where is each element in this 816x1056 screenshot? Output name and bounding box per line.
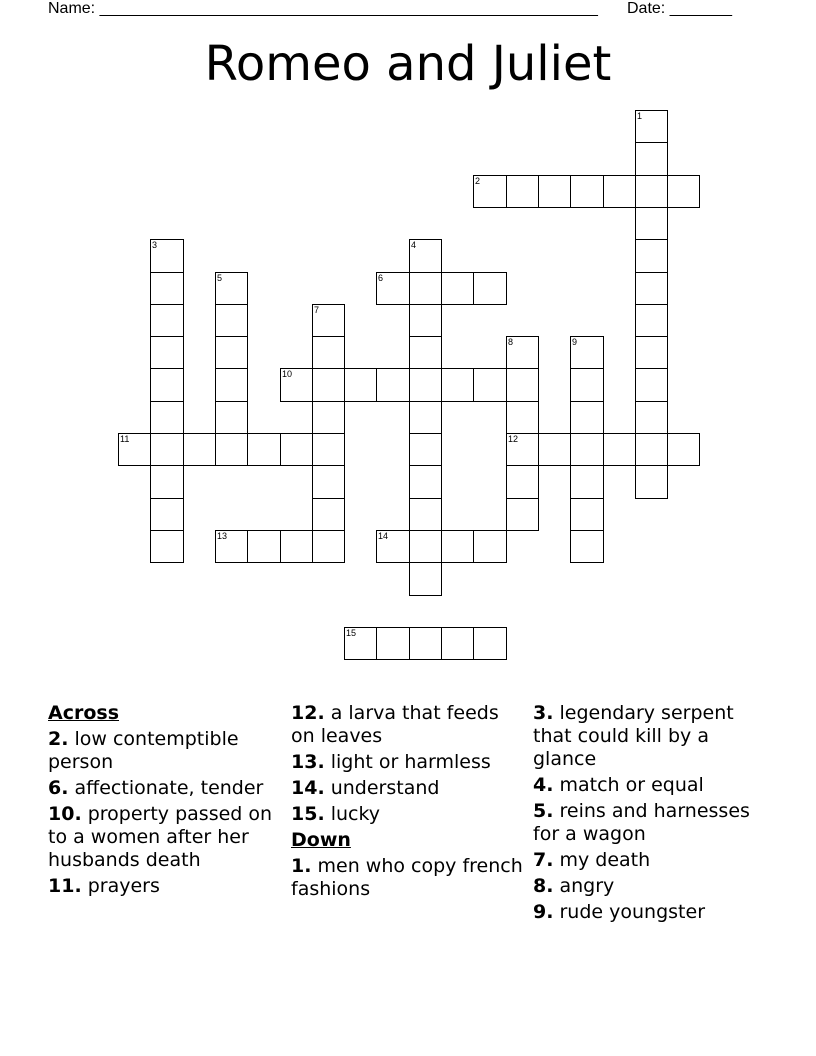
clue-number: 11. [48, 875, 82, 897]
cell-number: 7 [314, 305, 320, 315]
grid-cell[interactable] [150, 304, 184, 337]
grid-cell[interactable] [312, 433, 345, 466]
grid-cell[interactable] [635, 239, 668, 273]
grid-cell[interactable] [570, 368, 604, 402]
grid-cell[interactable] [215, 272, 248, 305]
grid-cell[interactable] [570, 498, 604, 531]
clue-across-2 [48, 728, 273, 774]
grid-cell[interactable] [473, 272, 507, 305]
grid-cell[interactable] [215, 530, 248, 563]
cell-number: 5 [217, 273, 223, 283]
cell-number: 10 [282, 369, 293, 379]
grid-cell[interactable] [603, 433, 636, 466]
grid-cell[interactable] [409, 562, 442, 596]
grid-cell[interactable] [312, 498, 345, 531]
date-field-label: Date: _______ [627, 0, 732, 17]
grid-cell[interactable] [506, 433, 539, 466]
clue-across-6 [48, 777, 273, 800]
clue-across-14 [291, 777, 523, 800]
cell-number: 11 [120, 434, 130, 444]
clue-number: 2. [48, 728, 69, 750]
clue-number: 14. [291, 777, 325, 799]
grid-cell[interactable] [150, 368, 184, 402]
clue-text: legendary serpent that could kill by a glance [533, 702, 734, 770]
clue-across-13 [291, 751, 523, 774]
grid-cell[interactable] [312, 304, 345, 337]
grid-cell[interactable] [150, 401, 184, 434]
grid-cell[interactable] [150, 239, 184, 273]
grid-cell[interactable] [473, 175, 507, 208]
clue-number: 9. [533, 901, 554, 923]
clues-column-2 [291, 702, 523, 904]
clue-number: 1. [291, 855, 312, 877]
grid-cell[interactable] [118, 433, 151, 466]
grid-cell[interactable] [635, 368, 668, 402]
grid-cell[interactable] [570, 530, 604, 563]
cell-number: 15 [346, 628, 357, 638]
grid-cell[interactable] [409, 239, 442, 273]
grid-cell[interactable] [538, 175, 571, 208]
grid-cell[interactable] [215, 336, 248, 369]
clue-text: property passed on to a women after her husbands death [48, 803, 273, 871]
clues-column-3 [533, 702, 773, 927]
grid-cell[interactable] [635, 207, 668, 240]
page-title: Romeo and Juliet [204, 36, 612, 92]
grid-cell[interactable] [150, 433, 184, 466]
grid-cell[interactable] [441, 272, 474, 305]
grid-cell[interactable] [376, 272, 410, 305]
grid-cell[interactable] [150, 465, 184, 499]
cell-number: 13 [217, 531, 228, 541]
grid-cell[interactable] [409, 336, 442, 369]
cell-number: 8 [508, 337, 514, 347]
clue-number: 7. [533, 849, 554, 871]
clue-down-4 [533, 774, 773, 797]
clue-down-7 [533, 849, 773, 872]
grid-cell[interactable] [312, 530, 345, 563]
grid-cell[interactable] [441, 368, 474, 402]
clue-text: affectionate, tender [74, 777, 264, 799]
grid-cell[interactable] [473, 368, 507, 402]
clue-across-15 [291, 803, 523, 826]
clue-number: 10. [48, 803, 82, 825]
grid-cell[interactable] [506, 175, 539, 208]
clue-down-5 [533, 800, 773, 846]
clue-across-10 [48, 803, 273, 872]
grid-cell[interactable] [473, 530, 507, 563]
grid-cell[interactable] [409, 498, 442, 531]
grid-cell[interactable] [409, 627, 442, 660]
grid-cell[interactable] [150, 272, 184, 305]
grid-cell[interactable] [635, 304, 668, 337]
cell-number: 12 [508, 434, 519, 444]
grid-cell[interactable] [247, 530, 281, 563]
grid-cell[interactable] [247, 433, 281, 466]
clue-down-3 [533, 702, 773, 771]
cell-number: 14 [378, 531, 389, 541]
grid-cell[interactable] [635, 110, 668, 143]
grid-cell[interactable] [215, 401, 248, 434]
grid-cell[interactable] [538, 433, 571, 466]
down-heading: Down [291, 829, 351, 851]
grid-cell[interactable] [635, 272, 668, 305]
grid-cell[interactable] [570, 175, 604, 208]
grid-cell[interactable] [635, 142, 668, 176]
grid-cell[interactable] [409, 465, 442, 499]
clue-text: prayers [87, 875, 160, 897]
grid-cell[interactable] [635, 336, 668, 369]
clue-text: lucky [330, 803, 381, 825]
grid-cell[interactable] [506, 401, 539, 434]
grid-cell[interactable] [506, 465, 539, 499]
clue-text: reins and harnesses for a wagon [533, 800, 750, 845]
clue-text: angry [559, 875, 615, 897]
cell-number: 9 [572, 337, 578, 347]
grid-cell[interactable] [409, 272, 442, 305]
clue-across-11 [48, 875, 273, 898]
grid-cell[interactable] [570, 336, 604, 369]
grid-cell[interactable] [506, 368, 539, 402]
grid-cell[interactable] [667, 433, 700, 466]
grid-cell[interactable] [150, 336, 184, 369]
grid-cell[interactable] [280, 530, 313, 563]
clue-number: 4. [533, 774, 554, 796]
grid-cell[interactable] [667, 175, 700, 208]
clue-text: a larva that feeds on leaves [291, 702, 499, 747]
cell-number: 6 [378, 273, 384, 283]
grid-cell[interactable] [473, 627, 507, 660]
grid-cell[interactable] [376, 368, 410, 402]
grid-cell[interactable] [635, 401, 668, 434]
grid-cell[interactable] [344, 368, 377, 402]
grid-cell[interactable] [312, 401, 345, 434]
clue-across-12 [291, 702, 523, 748]
clue-down-8 [533, 875, 773, 898]
clue-text: my death [559, 849, 651, 871]
grid-cell[interactable] [312, 368, 345, 402]
grid-cell[interactable] [280, 433, 313, 466]
grid-cell[interactable] [312, 336, 345, 369]
clue-number: 13. [291, 751, 325, 773]
grid-cell[interactable] [570, 465, 604, 499]
grid-cell[interactable] [183, 433, 216, 466]
grid-cell[interactable] [409, 530, 442, 563]
grid-cell[interactable] [312, 465, 345, 499]
grid-cell[interactable] [603, 175, 636, 208]
grid-cell[interactable] [215, 433, 248, 466]
grid-cell[interactable] [409, 304, 442, 337]
name-field-label: Name: ________________________________________________________ [48, 0, 598, 17]
clue-number: 3. [533, 702, 554, 724]
grid-cell[interactable] [635, 465, 668, 499]
clue-text: understand [330, 777, 440, 799]
grid-cell[interactable] [376, 627, 410, 660]
grid-cell[interactable] [280, 368, 313, 402]
clue-number: 5. [533, 800, 554, 822]
clue-text: rude youngster [559, 901, 706, 923]
cell-number: 3 [152, 240, 158, 250]
grid-cell[interactable] [570, 401, 604, 434]
grid-cell[interactable] [409, 401, 442, 434]
grid-cell[interactable] [635, 433, 668, 466]
grid-cell[interactable] [150, 498, 184, 531]
clue-number: 8. [533, 875, 554, 897]
grid-cell[interactable] [570, 433, 604, 466]
grid-cell[interactable] [409, 368, 442, 402]
grid-cell[interactable] [506, 498, 539, 531]
cell-number: 2 [475, 176, 481, 186]
clue-down-1 [291, 855, 523, 901]
clue-text: men who copy french fashions [291, 855, 523, 900]
clue-text: match or equal [559, 774, 704, 796]
clue-down-9 [533, 901, 773, 924]
grid-cell[interactable] [506, 336, 539, 369]
clue-number: 15. [291, 803, 325, 825]
cell-number: 1 [637, 111, 643, 121]
grid-cell[interactable] [376, 530, 410, 563]
grid-cell[interactable] [441, 627, 474, 660]
clues-column-1 [48, 702, 273, 901]
across-heading: Across [48, 702, 120, 724]
clue-number: 12. [291, 702, 325, 724]
grid-cell[interactable] [635, 175, 668, 208]
grid-cell[interactable] [215, 368, 248, 402]
grid-cell[interactable] [150, 530, 184, 563]
cell-number: 4 [411, 240, 417, 250]
clue-text: light or harmless [330, 751, 491, 773]
grid-cell[interactable] [409, 433, 442, 466]
grid-cell[interactable] [344, 627, 377, 660]
grid-cell[interactable] [441, 530, 474, 563]
clue-text: low contemptible person [48, 728, 239, 773]
grid-cell[interactable] [215, 304, 248, 337]
clue-number: 6. [48, 777, 69, 799]
